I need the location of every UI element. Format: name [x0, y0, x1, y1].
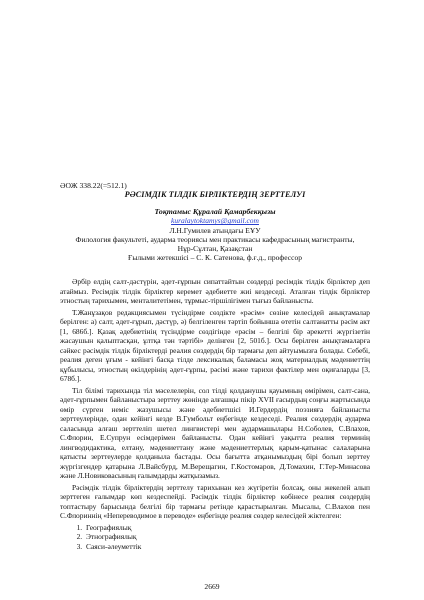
author-department: Филология факультеті, аударма теориясы мен практикасы кафедрасының магистранты, — [75, 234, 355, 244]
list-item: 1. Географиялық — [84, 523, 370, 533]
author-email-link[interactable]: kuralaytoktamys@gmail.com — [171, 216, 259, 226]
paragraph: Әрбір елдің салт-дәстүрін, әдет-ғұрпын сипаттайтын сөздерді ресімдік тілдік бірліктер деп атаймыз. Ресімдік тілдік бірліктер керемет әдебиетте жиі кездеседі. Аталған тілдік бірліктер этностың тарихымен, менталитетімен, тұрмыс-тіршілігімен тығыз байланысты. — [60, 277, 370, 305]
udc-code: ӘОЖ 338.22(=512.1) — [60, 181, 127, 190]
list-item: 3. Саяси-әлеуметтік — [84, 542, 370, 552]
page-number: 2669 — [204, 582, 220, 591]
paragraph: Рәсімдік тілдік бірліктердің зерттелу тарихынан кез жүгіретін болсақ, оны жекелей алып зерттеген ғалымдар көп кездеспейді. Рәсімдік тілдік бірліктер көбінесе реалия сөздердің топтастыру барысында белгілі бір тармағы ретінде қарастырылған. Мысалы, С.Влахов пен С.Флориннің «Непереводимое в переводе» еңбегінде реалия сөздер келесідей жіктелген: — [60, 482, 370, 520]
article-title: РӘСІМДІК ТІЛДІК БІРЛІКТЕРДІҢ ЗЕРТТЕЛУІ — [124, 190, 306, 199]
article-body — [60, 277, 370, 551]
author-block — [60, 207, 370, 263]
classification-list — [60, 523, 370, 552]
list-item: 2. Этнографиялық — [84, 532, 370, 542]
paragraph: Тіл білімі тарихында тіл мәселелерін, сол тілді қолданушы қауымның өмірімен, салт-сана, әдет-ғұрпымен байланыстыра зерттеу жөнінде алғашқы пікір XVII ғасырдың соңғы жартысында өмір сүрген неміс жазушысы және әдебиетшісі И.Гердердің поэзияға байланысты зерттеулерінде, одан кейінгі кезде В.Гумбольт еңбегінде кездеседі. Реалия сөздердің аударма саласында алғаш зерттеліп шетел лингвистері мен аудармашылары Н.Соболев, С.Влахов, С.Флорин, Е.Супрун есімдерімен байланысты. Одан кейінгі уақытта реалия терминің лингводидактика, елтану, мәдениеттану және мәдениеттерлық қарым-қатынас салаларына қатысты зерттеулерде қолданыла бастады. Осы бағытта атқанымыздың бірі болып зерттеу жүргізгендер қатарына Л.Вайсбурд, М.Верещагин, Г.Костомаров, Д.Томахин, Г.Тер-Минасова және Л.Новиковасының ғалымдарды жатқызамыз. — [60, 385, 370, 480]
author-name: Тоқтамыс Құралай Қамарбекқызы — [154, 207, 276, 216]
author-city: Нұр-Сұлтан, Қазақстан — [177, 244, 253, 254]
author-university: Л.Н.Гумилев атындағы ЕҰУ — [169, 225, 261, 235]
paragraph: Т.Жанұзақов редакциясымен түсіндірме сөздікте «рәсім» сөзіне келесідей анықтамалар берілген: а) салт, әдет-ғұрып, дәстүр, ә) белгіленген тәртіп бойынша өтетін салтанатты рәсім акт [1, 686б.]. Қазақ әдебиетінің түсіндірме сөздігінде «рәсім – белгілі бір әрекетті жүргізетін жасаушын қалыптасқан, ұлтқа тән тәртібі» делінген [2, 501б.]. Осы берілген анықтамаларға сәйкес рәсімдік тілдік бірліктерді реалия сөздердің бір тармағы деп айтуымызға болады. Себебі, реалия деген ұғым - кейінгі басқа тілде лексикалық баламасы жоқ материалдық мәдениеттің құбылысы, этностың өкілдерінің әдет-ғұрпы, рәсімі және тарихи фактілер мен оқиғаларды [3, 678б.]. — [60, 307, 370, 383]
author-supervisor: Ғылыми жетекшісі – С. К. Сатенова, ф.ғ.д., профессор — [128, 253, 302, 263]
